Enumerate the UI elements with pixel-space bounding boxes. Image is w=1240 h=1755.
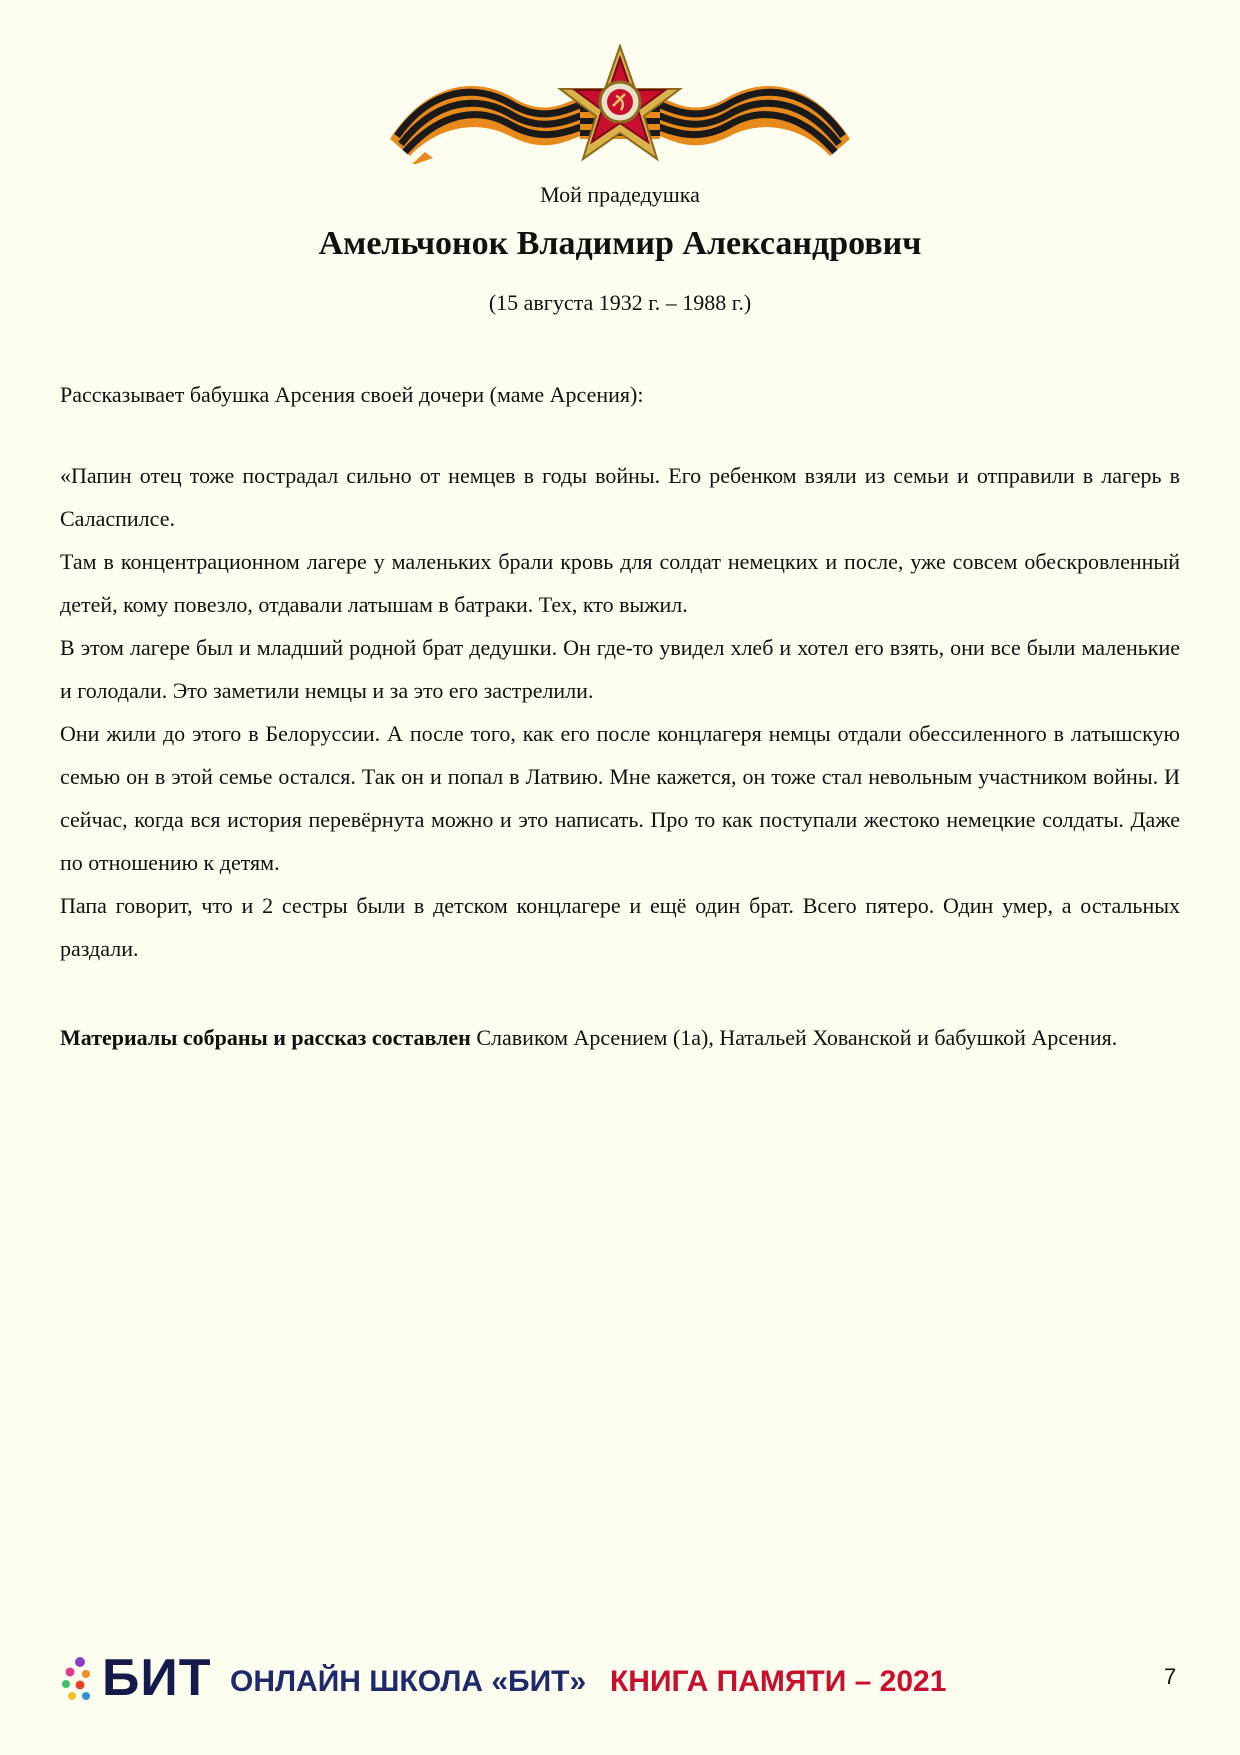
credits	[60, 1016, 1180, 1059]
story-paragraph: В этом лагере был и младший родной брат дедушки. Он где-то увидел хлеб и хотел его взять, они все были маленькие и голодали. Это заметили немцы и за это его застрелили.	[60, 635, 1180, 703]
story-paragraph: «Папин отец тоже пострадал сильно от немцев в годы войны. Его ребенком взяли из семьи и отправили в лагерь в Саласпилсе.	[60, 463, 1180, 531]
story-paragraph: Они жили до этого в Белоруссии. А после того, как его после концлагеря немцы отдали обессиленного в латышскую семью он в этой семье остался. Так он и попал в Латвию. Мне кажется, он тоже стал невольным участником войны. И сейчас, когда вся история перевёрнута можно и это написать. Про то как поступали жестоко немецкие солдаты. Даже по отношению к детям.	[60, 721, 1180, 875]
bit-logo-text: БИТ	[102, 1649, 212, 1707]
person-name: Амельчонок Владимир Александрович	[318, 225, 922, 262]
subtitle: Мой прадедушка	[540, 182, 700, 207]
footer	[58, 1649, 1188, 1708]
footer-book-title: КНИГА ПАМЯТИ – 2021	[610, 1665, 947, 1698]
credits-label: Материалы собраны и рассказ составлен	[60, 1025, 471, 1050]
intro-line: Рассказывает бабушка Арсения своей дочери (маме Арсения):	[60, 382, 644, 407]
story-paragraph: Папа говорит, что и 2 сестры были в детском концлагере и ещё один брат. Всего пятеро. Один умер, а остальных раздали.	[60, 893, 1180, 961]
life-dates: (15 августа 1932 г. – 1988 г.)	[488, 290, 752, 315]
st-george-ribbon-order-icon	[385, 44, 855, 164]
bit-logo-icon	[58, 1656, 102, 1708]
story-text	[60, 454, 1180, 970]
story-paragraph: Там в концентрационном лагере у маленьких брали кровь для солдат немецких и после, уже совсем обескровленный детей, кому повезло, отдавали латышам в батраки. Тех, кто выжил.	[60, 549, 1180, 617]
footer-school-name: ОНЛАЙН ШКОЛА «БИТ»	[230, 1665, 587, 1698]
credits-text: Славиком Арсением (1а), Натальей Хованской и бабушкой Арсения.	[470, 1025, 1118, 1050]
page-number: 7	[1164, 1664, 1177, 1689]
